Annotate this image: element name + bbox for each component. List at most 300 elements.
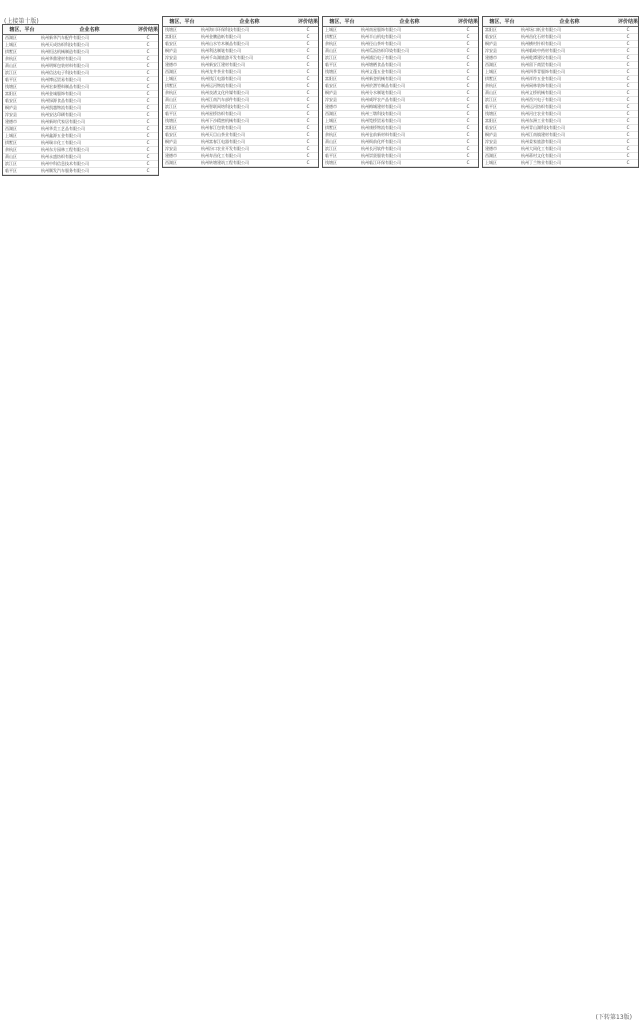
grade-cell: C xyxy=(306,69,310,74)
grade-cell: C xyxy=(146,133,150,138)
grade-cell: C xyxy=(626,62,630,67)
grade-cell: C xyxy=(146,84,150,89)
grade-cell: C xyxy=(466,160,470,165)
grade-cell: C xyxy=(146,140,150,145)
col-grade-header: 评价结果 xyxy=(458,19,479,25)
district-cell: 拱墅区 xyxy=(325,34,337,39)
table-row xyxy=(483,62,638,69)
table-row xyxy=(483,146,638,153)
col-company-header: 企业名称 xyxy=(399,19,420,25)
table-row xyxy=(323,34,478,41)
company-cell: 杭州三墩科技有限公司 xyxy=(361,111,401,116)
company-cell: 杭州东洲工业有限公司 xyxy=(521,118,561,123)
table-row xyxy=(483,118,638,125)
bottom-note: (下转第13版) xyxy=(595,1014,632,1021)
grade-cell: C xyxy=(306,76,310,81)
district-cell: 桐庐县 xyxy=(165,48,177,53)
table-row xyxy=(3,161,158,168)
panel-3 xyxy=(322,16,479,168)
grade-cell: C xyxy=(146,91,150,96)
company-cell: 杭州运河物流有限公司 xyxy=(201,83,241,88)
grade-cell: C xyxy=(146,112,150,117)
company-cell: 杭州转塘建筑工程有限公司 xyxy=(201,160,249,165)
company-cell: 杭州昌化石材有限公司 xyxy=(521,34,561,39)
grade-cell: C xyxy=(306,41,310,46)
grade-cell: C xyxy=(306,62,310,67)
table-row xyxy=(3,154,158,161)
table-row xyxy=(483,153,638,160)
district-cell: 淳安县 xyxy=(5,112,17,117)
grade-cell: C xyxy=(466,55,470,60)
company-cell: 杭州智联网络科技有限公司 xyxy=(201,104,249,109)
grade-cell: C xyxy=(466,90,470,95)
district-cell: 滨江区 xyxy=(325,146,337,151)
company-cell: 杭州良渚文化传媒有限公司 xyxy=(201,90,249,95)
district-cell: 淳安县 xyxy=(485,139,497,144)
district-cell: 临平区 xyxy=(485,104,497,109)
col-company-header: 企业名称 xyxy=(239,19,260,25)
company-cell: 杭州安达印刷有限公司 xyxy=(41,112,81,117)
table-row xyxy=(323,76,478,83)
table-row xyxy=(163,41,318,48)
company-cell: 杭州新登机械有限公司 xyxy=(361,76,401,81)
grade-cell: C xyxy=(466,62,470,67)
panel-header xyxy=(323,17,478,27)
table-row xyxy=(483,34,638,41)
company-cell: 杭州半山机电有限公司 xyxy=(361,34,401,39)
table-row xyxy=(323,41,478,48)
grade-cell: C xyxy=(626,48,630,53)
table-row xyxy=(323,90,478,97)
table-row xyxy=(3,140,158,147)
company-cell: 杭州钱江电器有限公司 xyxy=(201,76,241,81)
table-row xyxy=(3,126,158,133)
table-row xyxy=(163,69,318,76)
company-cell: 杭州汾口农业开发有限公司 xyxy=(201,146,249,151)
table-row xyxy=(163,104,318,111)
grade-cell: C xyxy=(306,111,310,116)
panel-1 xyxy=(2,24,159,176)
company-cell: 杭州瓜沥纺织印染有限公司 xyxy=(361,48,409,53)
table-row xyxy=(3,70,158,77)
district-cell: 拱墅区 xyxy=(485,76,497,81)
grade-cell: C xyxy=(466,83,470,88)
table-row xyxy=(3,168,158,175)
col-company-header: 企业名称 xyxy=(79,27,100,33)
company-cell: 杭州笕桥贸易有限公司 xyxy=(361,118,401,123)
district-cell: 西湖区 xyxy=(5,35,17,40)
table-row xyxy=(483,55,638,62)
district-cell: 余杭区 xyxy=(165,90,177,95)
table-row xyxy=(3,49,158,56)
district-cell: 建德市 xyxy=(165,153,177,158)
district-cell: 淳安县 xyxy=(325,97,337,102)
district-cell: 西湖区 xyxy=(165,69,177,74)
district-cell: 上城区 xyxy=(5,133,17,138)
grade-cell: C xyxy=(306,55,310,60)
table-rows xyxy=(3,35,158,175)
grade-cell: C xyxy=(306,48,310,53)
district-cell: 滨江区 xyxy=(165,104,177,109)
table-row xyxy=(3,119,158,126)
company-cell: 杭州新安江建材有限公司 xyxy=(201,62,245,67)
company-cell: 杭州蒋村文化有限公司 xyxy=(521,153,561,158)
company-cell: 杭州顺发汽车服务有限公司 xyxy=(41,168,89,173)
company-cell: 杭州东方园林工程有限公司 xyxy=(41,147,89,152)
company-cell: 杭州信达电子科技有限公司 xyxy=(41,70,89,75)
table-row xyxy=(323,146,478,153)
table-row xyxy=(483,48,638,55)
company-cell: 杭州梅城建材有限公司 xyxy=(361,104,401,109)
grade-cell: C xyxy=(626,69,630,74)
table-row xyxy=(323,97,478,104)
company-cell: 杭州姜家旅游有限公司 xyxy=(521,139,561,144)
grade-cell: C xyxy=(626,146,630,151)
district-cell: 钱塘区 xyxy=(325,160,337,165)
district-cell: 萧山区 xyxy=(5,63,17,68)
col-grade-header: 评价结果 xyxy=(298,19,319,25)
grade-cell: C xyxy=(466,41,470,46)
table-row xyxy=(323,125,478,132)
grade-cell: C xyxy=(626,125,630,130)
grade-cell: C xyxy=(146,168,150,173)
panel-header xyxy=(3,25,158,35)
district-cell: 滨江区 xyxy=(5,70,17,75)
company-cell: 杭州金诚服饰有限公司 xyxy=(41,91,81,96)
company-cell: 杭州衙前化纤有限公司 xyxy=(361,139,401,144)
table-row xyxy=(3,63,158,70)
table-row xyxy=(3,112,158,119)
grade-cell: C xyxy=(466,139,470,144)
table-row xyxy=(3,77,158,84)
district-cell: 临安区 xyxy=(5,98,17,103)
district-cell: 富阳区 xyxy=(485,27,497,32)
grade-cell: C xyxy=(626,90,630,95)
table-row xyxy=(483,160,638,167)
district-cell: 桐庐县 xyxy=(325,90,337,95)
grade-cell: C xyxy=(626,41,630,46)
district-cell: 钱塘区 xyxy=(325,69,337,74)
grade-cell: C xyxy=(466,34,470,39)
district-cell: 滨江区 xyxy=(325,55,337,60)
district-cell: 上城区 xyxy=(485,160,497,165)
district-cell: 桐庐县 xyxy=(165,139,177,144)
district-cell: 淳安县 xyxy=(165,55,177,60)
table-rows xyxy=(163,27,318,167)
company-cell: 杭州山水竹木制品有限公司 xyxy=(201,41,249,46)
table-row xyxy=(163,48,318,55)
table-row xyxy=(3,35,158,42)
grade-cell: C xyxy=(466,125,470,130)
district-cell: 桐庐县 xyxy=(485,41,497,46)
table-row xyxy=(3,147,158,154)
company-cell: 杭州千岛湖旅游开发有限公司 xyxy=(201,55,253,60)
company-cell: 杭州浦沿电子有限公司 xyxy=(361,55,401,60)
grade-cell: C xyxy=(146,161,150,166)
district-cell: 拱墅区 xyxy=(165,83,177,88)
grade-cell: C xyxy=(146,98,150,103)
table-row xyxy=(483,27,638,34)
table-row xyxy=(483,104,638,111)
table-row xyxy=(323,83,478,90)
company-cell: 杭州径山茶叶有限公司 xyxy=(361,41,401,46)
grade-cell: C xyxy=(306,139,310,144)
company-cell: 杭州天目山茶业有限公司 xyxy=(201,132,245,137)
table-row xyxy=(483,90,638,97)
table-row xyxy=(3,98,158,105)
table-row xyxy=(483,132,638,139)
grade-cell: C xyxy=(466,111,470,116)
col-district-header: 辖区、平台 xyxy=(329,19,355,25)
grade-cell: C xyxy=(466,153,470,158)
grade-cell: C xyxy=(626,132,630,137)
company-cell: 杭州华美工艺品有限公司 xyxy=(41,126,85,131)
grade-cell: C xyxy=(626,118,630,123)
district-cell: 临平区 xyxy=(5,168,17,173)
grade-cell: C xyxy=(306,97,310,102)
table-row xyxy=(3,56,158,63)
company-cell: 杭州仓前新材料有限公司 xyxy=(361,132,405,137)
district-cell: 余杭区 xyxy=(485,83,497,88)
grade-cell: C xyxy=(626,27,630,32)
table-row xyxy=(483,76,638,83)
company-cell: 杭州富春江电器有限公司 xyxy=(201,139,245,144)
grade-cell: C xyxy=(146,147,150,152)
grade-cell: C xyxy=(306,118,310,123)
grade-cell: C xyxy=(306,146,310,151)
district-cell: 桐庐县 xyxy=(485,132,497,137)
company-cell: 杭州临岐中药材有限公司 xyxy=(521,48,565,53)
company-cell: 杭州南星服饰有限公司 xyxy=(361,27,401,32)
company-cell: 杭州江南镇建材有限公司 xyxy=(521,132,565,137)
grade-cell: C xyxy=(306,83,310,88)
table-row xyxy=(3,84,158,91)
grade-cell: C xyxy=(146,70,150,75)
grade-cell: C xyxy=(146,42,150,47)
table-row xyxy=(163,118,318,125)
company-cell: 杭州青山湖科技有限公司 xyxy=(521,125,565,130)
district-cell: 萧山区 xyxy=(325,139,337,144)
table-row xyxy=(163,27,318,34)
district-cell: 建德市 xyxy=(485,55,497,60)
district-cell: 上城区 xyxy=(165,76,177,81)
company-cell: 杭州永盛纺织有限公司 xyxy=(41,154,81,159)
district-cell: 钱塘区 xyxy=(5,84,17,89)
table-row xyxy=(323,69,478,76)
company-cell: 杭州长河软件有限公司 xyxy=(361,146,401,151)
district-cell: 西湖区 xyxy=(5,126,17,131)
district-cell: 西湖区 xyxy=(485,153,497,158)
district-cell: 滨江区 xyxy=(5,161,17,166)
district-cell: 余杭区 xyxy=(325,41,337,46)
grade-cell: C xyxy=(466,146,470,151)
company-cell: 杭州华鼎建材有限公司 xyxy=(41,56,81,61)
company-cell: 杭州龙井茶业有限公司 xyxy=(201,69,241,74)
grade-cell: C xyxy=(626,83,630,88)
district-cell: 临安区 xyxy=(165,41,177,46)
table-row xyxy=(483,69,638,76)
district-cell: 临安区 xyxy=(485,125,497,130)
grade-cell: C xyxy=(146,56,150,61)
table-row xyxy=(163,34,318,41)
table-row xyxy=(323,118,478,125)
table-row xyxy=(163,139,318,146)
company-cell: 杭州留下商贸有限公司 xyxy=(521,62,561,67)
col-district-header: 辖区、平台 xyxy=(9,27,35,33)
grade-cell: C xyxy=(626,139,630,144)
grade-cell: C xyxy=(146,119,150,124)
table-row xyxy=(483,139,638,146)
grade-cell: C xyxy=(146,49,150,54)
company-cell: 杭州鑫源五金有限公司 xyxy=(41,133,81,138)
company-cell: 杭州新时代家居有限公司 xyxy=(41,119,85,124)
company-cell: 杭州运河纺织有限公司 xyxy=(521,104,561,109)
district-cell: 临安区 xyxy=(325,83,337,88)
district-cell: 拱墅区 xyxy=(5,49,17,54)
grade-cell: C xyxy=(466,27,470,32)
company-cell: 杭州丁兰物业有限公司 xyxy=(521,160,561,165)
company-cell: 杭州星桥纺织有限公司 xyxy=(201,111,241,116)
district-cell: 临平区 xyxy=(325,62,337,67)
grade-cell: C xyxy=(146,154,150,159)
district-cell: 钱塘区 xyxy=(165,27,177,32)
grade-cell: C xyxy=(626,160,630,165)
grade-cell: C xyxy=(146,77,150,82)
company-cell: 杭州闲林装饰有限公司 xyxy=(521,83,561,88)
district-cell: 上城区 xyxy=(485,69,497,74)
district-cell: 临安区 xyxy=(485,34,497,39)
table-row xyxy=(323,55,478,62)
district-cell: 桐庐县 xyxy=(5,105,17,110)
district-cell: 西湖区 xyxy=(485,62,497,67)
table-row xyxy=(323,160,478,167)
district-cell: 萧山区 xyxy=(165,97,177,102)
table-row xyxy=(483,41,638,48)
district-cell: 建德市 xyxy=(165,62,177,67)
col-district-header: 辖区、平台 xyxy=(169,19,195,25)
company-cell: 杭州场口纸业有限公司 xyxy=(521,27,561,32)
grade-cell: C xyxy=(146,63,150,68)
col-district-header: 辖区、平台 xyxy=(489,19,515,25)
district-cell: 萧山区 xyxy=(485,90,497,95)
company-cell: 杭州凯越物流有限公司 xyxy=(41,105,81,110)
district-cell: 余杭区 xyxy=(5,147,17,152)
company-cell: 杭州天成纺织科技有限公司 xyxy=(41,42,89,47)
grade-cell: C xyxy=(306,160,310,165)
district-cell: 西湖区 xyxy=(165,160,177,165)
company-cell: 杭州义蓬五金有限公司 xyxy=(361,69,401,74)
table-row xyxy=(323,62,478,69)
panel-4 xyxy=(482,16,639,168)
company-cell: 杭州分水制笔有限公司 xyxy=(361,90,401,95)
district-cell: 富阳区 xyxy=(165,125,177,130)
grade-cell: C xyxy=(466,48,470,53)
table-row xyxy=(483,111,638,118)
district-cell: 富阳区 xyxy=(325,76,337,81)
table-row xyxy=(163,132,318,139)
grade-cell: C xyxy=(306,132,310,137)
grade-cell: C xyxy=(146,126,150,131)
district-cell: 建德市 xyxy=(5,119,17,124)
grade-cell: C xyxy=(626,97,630,102)
table-row xyxy=(483,97,638,104)
district-cell: 上城区 xyxy=(325,27,337,32)
company-cell: 杭州江南汽车部件有限公司 xyxy=(201,97,249,102)
district-cell: 钱塘区 xyxy=(165,118,177,123)
table-row xyxy=(163,55,318,62)
grade-cell: C xyxy=(626,55,630,60)
table-row xyxy=(163,146,318,153)
company-cell: 杭州寿昌化工有限公司 xyxy=(201,153,241,158)
company-cell: 杭州义桥机械有限公司 xyxy=(521,90,561,95)
grade-cell: C xyxy=(146,105,150,110)
grade-cell: C xyxy=(626,153,630,158)
grade-cell: C xyxy=(626,76,630,81)
company-cell: 杭州横村针织有限公司 xyxy=(521,41,561,46)
company-cell: 杭州乾潭建设有限公司 xyxy=(521,55,561,60)
company-cell: 杭州明辉包装材料有限公司 xyxy=(41,63,89,68)
table-row xyxy=(483,125,638,132)
company-cell: 杭州祥符五金有限公司 xyxy=(521,76,561,81)
grade-cell: C xyxy=(306,90,310,95)
table-row xyxy=(163,62,318,69)
grade-cell: C xyxy=(626,34,630,39)
grade-cell: C xyxy=(626,104,630,109)
table-row xyxy=(163,76,318,83)
company-cell: 杭州博远贸易有限公司 xyxy=(41,77,81,82)
grade-cell: C xyxy=(466,118,470,123)
company-cell: 杭州利达制笔有限公司 xyxy=(201,48,241,53)
district-cell: 临平区 xyxy=(5,77,17,82)
table-row xyxy=(163,90,318,97)
district-cell: 临安区 xyxy=(165,132,177,137)
district-cell: 萧山区 xyxy=(325,48,337,53)
company-cell: 杭州中科信息技术有限公司 xyxy=(41,161,89,166)
grade-cell: C xyxy=(466,97,470,102)
panel-header xyxy=(163,17,318,27)
grade-cell: C xyxy=(466,132,470,137)
grade-cell: C xyxy=(306,27,310,32)
district-cell: 滨江区 xyxy=(485,97,497,102)
grade-cell: C xyxy=(306,125,310,130)
district-cell: 上城区 xyxy=(5,42,17,47)
panel-header xyxy=(483,17,638,27)
grade-cell: C xyxy=(466,76,470,81)
district-cell: 富阳区 xyxy=(485,118,497,123)
district-cell: 钱塘区 xyxy=(485,111,497,116)
company-cell: 杭州瑞丰化工有限公司 xyxy=(41,140,81,145)
district-cell: 临平区 xyxy=(165,111,177,116)
table-row xyxy=(323,27,478,34)
grade-cell: C xyxy=(626,111,630,116)
district-cell: 富阳区 xyxy=(165,34,177,39)
company-cell: 杭州大同化工有限公司 xyxy=(521,146,561,151)
table-row xyxy=(483,83,638,90)
grade-cell: C xyxy=(306,34,310,39)
table-row xyxy=(323,48,478,55)
top-note: (上接第十版) xyxy=(4,18,39,25)
grade-cell: C xyxy=(146,35,150,40)
district-cell: 拱墅区 xyxy=(5,140,17,145)
table-row xyxy=(163,160,318,167)
district-cell: 余杭区 xyxy=(5,56,17,61)
district-cell: 临平区 xyxy=(325,153,337,158)
company-cell: 杭州塘栖食品有限公司 xyxy=(361,62,401,67)
district-cell: 淳安县 xyxy=(485,48,497,53)
grade-cell: C xyxy=(306,153,310,158)
company-cell: 杭州於潜竹制品有限公司 xyxy=(361,83,405,88)
district-cell: 建德市 xyxy=(485,146,497,151)
